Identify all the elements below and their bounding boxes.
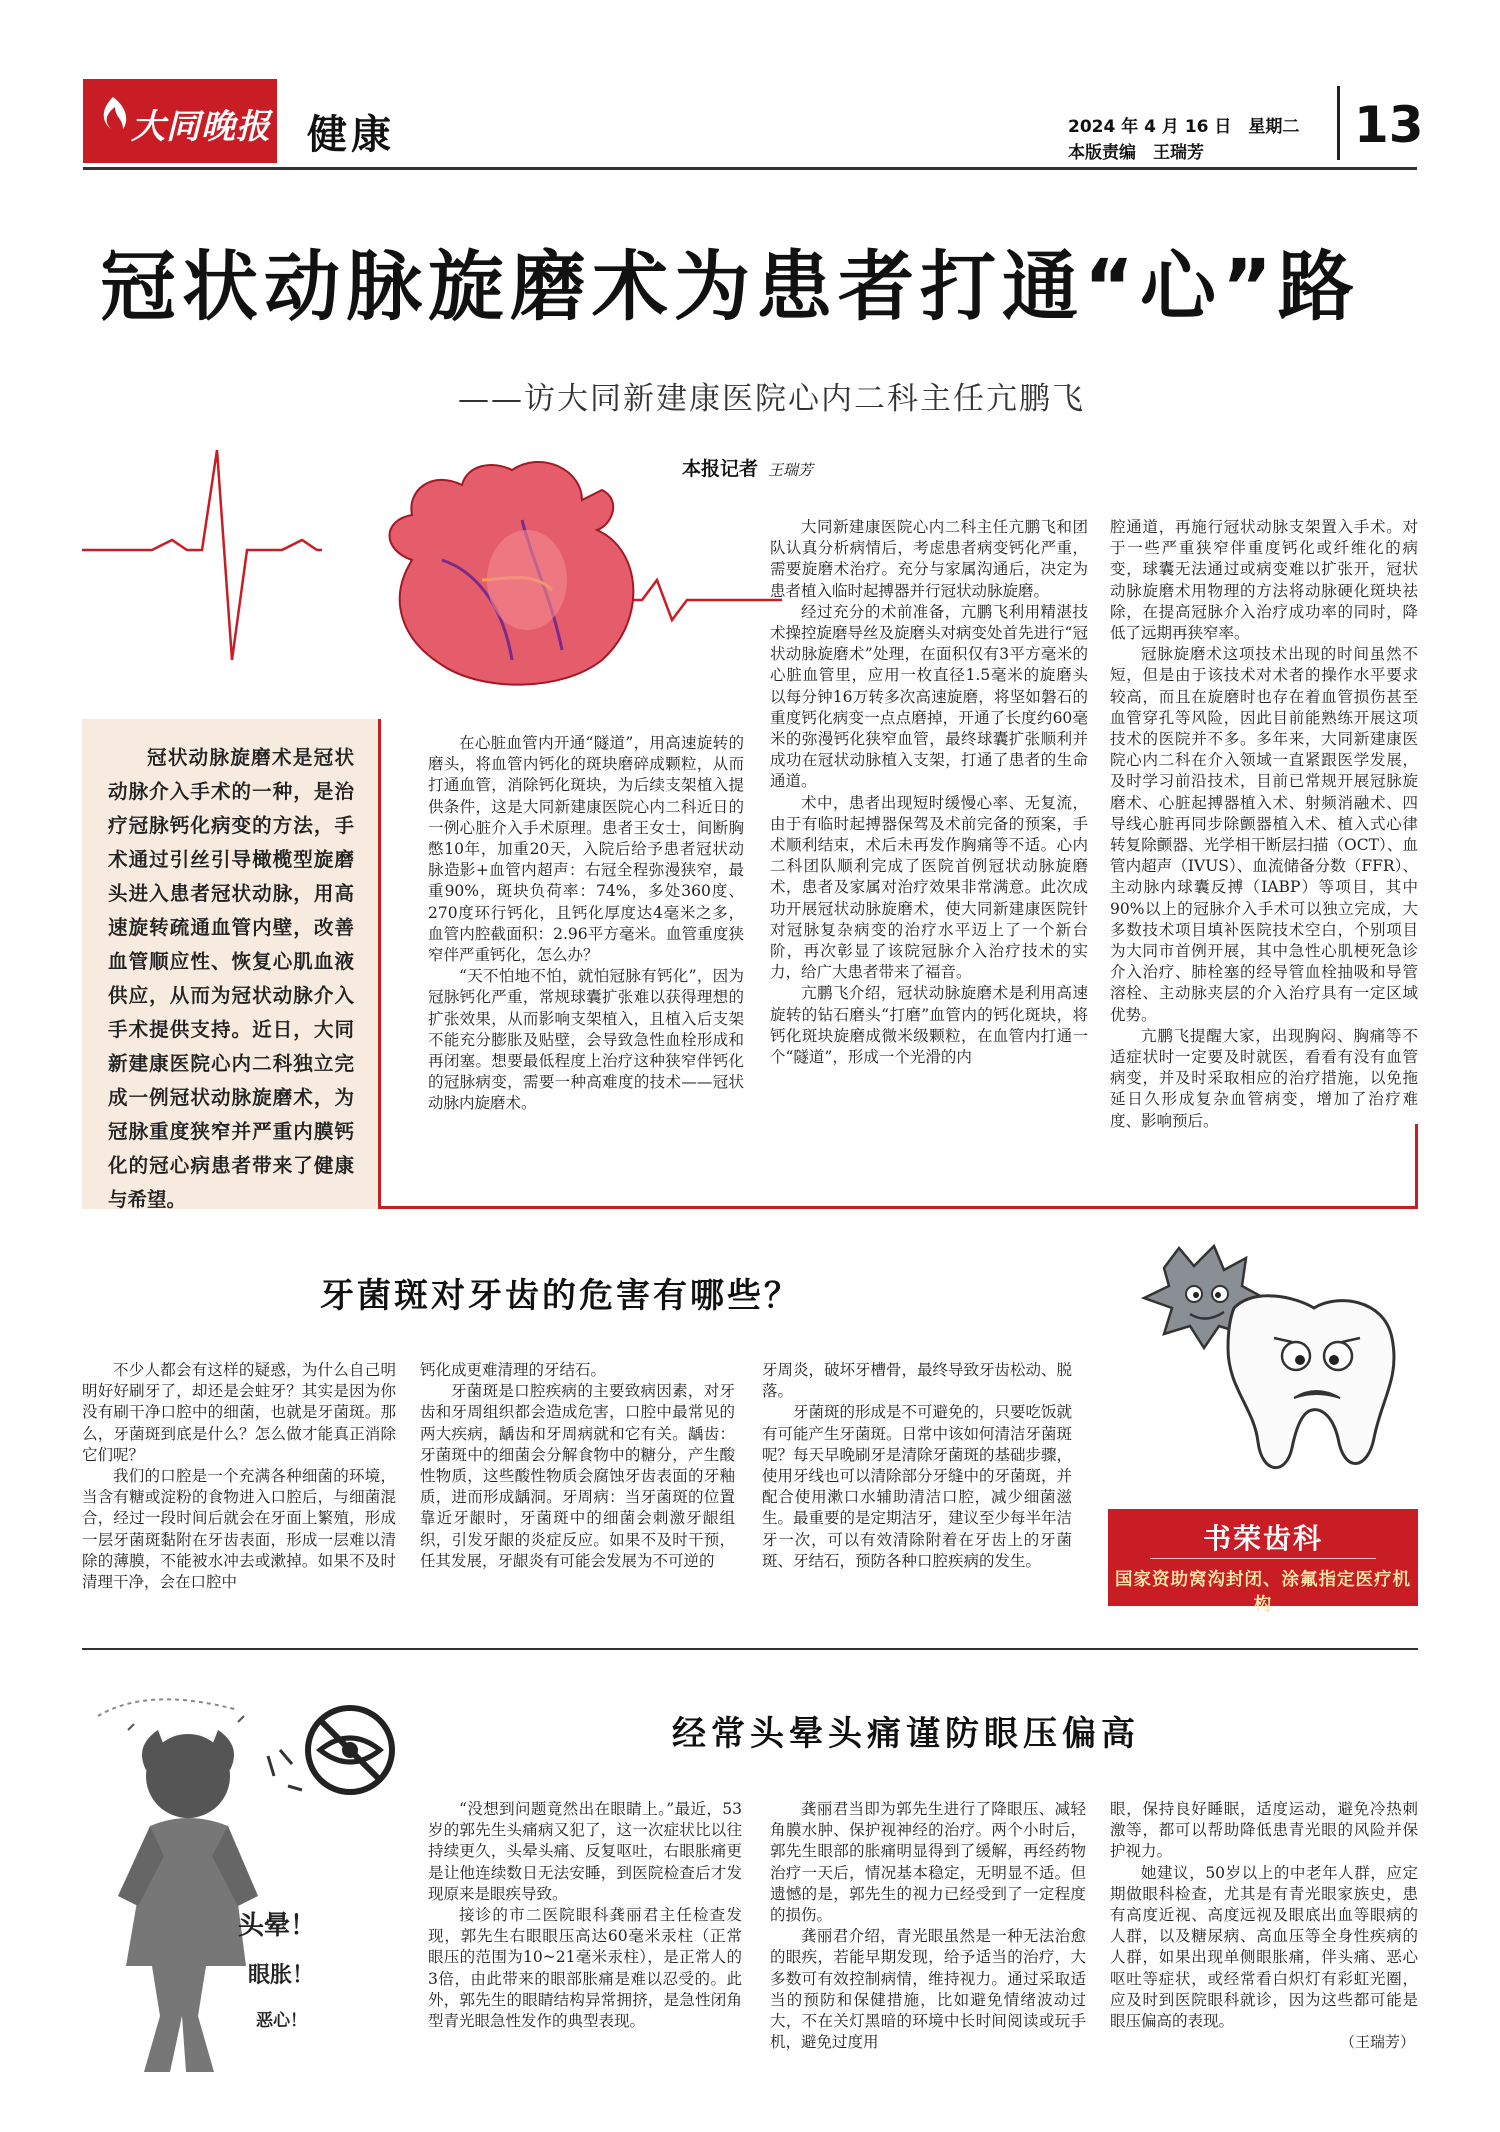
paragraph: “没想到问题竟然出在眼睛上。”最近，53岁的郭先生头痛病又犯了，这一次症状比以往持续更久，头晕头痛、反复呕吐，右眼胀痛更是让他连续数日无法安睡，到医院检查后才发现原来是眼疾导致。 (428, 1800, 742, 1903)
paragraph: 不少人都会有这样的疑惑，为什么自己明明好好刷牙了，却还是会蛀牙？其实是因为你没有刷干净口腔中的细菌，也就是牙菌斑。那么，牙菌斑到底是什么？怎么做才能真正消除它们呢？ (82, 1361, 396, 1464)
paragraph: 冠脉旋磨术这项技术出现的时间虽然不短，但是由于该技术对术者的操作水平要求较高，而且在旋磨时也存在着血管损伤甚至血管穿孔等风险，因此目前能熟练开展这项技术的医院并不多。多年来，大同新建康医院心内二科在介入领域一直紧跟医学发展，及时学习前沿技术，目前已常规开展冠脉旋磨术、心脏起搏器植入术、射频消融术、四导线心脏再同步除颤器植入术、植入式心律转复除颤器、光学相干断层扫描（OCT）、血管内超声（IVUS）、血流储备分数（FFR）、主动脉内球囊反搏（IABP）等项目，其中90%以上的冠脉介入手术可以独立完成，大多数技术项目填补医院技术空白，个别项目为大同市首例开展，其中急性心肌梗死急诊介入治疗、肺栓塞的经导管血栓抽吸和导管溶栓、主动脉夹层的介入治疗具有一定区域优势。 (1110, 645, 1418, 1024)
clinic-description: 国家资助窝沟封闭、涂氟指定医疗机构 (1115, 1570, 1411, 1615)
article1-intro: 冠状动脉旋磨术是冠状动脉介入手术的一种，是治疗冠脉钙化病变的方法，手术通过引丝引导橄榄型旋磨头进入患者冠状动脉，用高速旋转疏通血管内壁，改善血管顺应性、恢复心肌血液供应，从而为冠状动脉介入手术提供支持。近日，大同新建康医院心内二科独立完成一例冠状动脉旋磨术，为冠脉重度狭窄并严重内膜钙化的冠心病患者带来了健康与希望。 (108, 746, 354, 1211)
page-editor: 本版责编 王瑞芳 (1068, 143, 1204, 163)
headache-illustration (88, 1686, 418, 2076)
article2-headline: 牙菌斑对牙齿的危害有哪些？ (320, 1276, 801, 1316)
article1-subheadline: ——访大同新建康医院心内二科主任亢鹏飞 (458, 381, 1085, 417)
article1-column-2 (770, 517, 1088, 1068)
article3-headline: 经常头晕头痛谨防眼压偏高 (672, 1714, 1140, 1754)
article3-column-2 (770, 1799, 1086, 2053)
no-eye-sign-icon (308, 1708, 392, 1792)
newspaper-logo (83, 79, 277, 163)
paragraph: 我们的口腔是一个充满各种细菌的环境，当含有糖或淀粉的食物进入口腔后，与细菌混合，经过一段时间后就会在牙面上繁殖，形成一层牙菌斑黏附在牙齿表面，形成一层难以清除的薄膜，不能被水冲去或漱掉。如果不及时清理干净，会在口腔中 (82, 1467, 396, 1592)
article3-credit: （王瑞芳） (1340, 2033, 1416, 2051)
ecg-line-left-icon (82, 450, 322, 660)
frame-line-left (378, 719, 381, 1209)
clinic-name: 书荣齿科 (1202, 1522, 1323, 1555)
masthead-rule (83, 167, 1417, 170)
heart-illustration (82, 430, 782, 700)
tooth-cartoon-illustration (1124, 1238, 1420, 1488)
section-title: 健康 (307, 111, 395, 158)
logo-text: 大同晚报 (131, 107, 271, 147)
paragraph: 经过充分的术前准备，亢鹏飞利用精湛技术操控旋磨导丝及旋磨头对病变处首先进行“冠状动脉旋磨术”处理，在面积仅有3平方毫米的心脏血管里，应用一枚直径1.5毫米的旋磨头以每分钟16万转多次高速旋磨，将坚如磐石的重度钙化病变一点点磨掉，开通了长度约60毫米的弥漫钙化狭窄血管，最终球囊扩张顺利并成功在冠状动脉植入支架，打通了患者的生命通道。 (770, 602, 1088, 791)
page-number-divider (1337, 86, 1340, 160)
paragraph: 钙化成更难清理的牙结石。 (420, 1361, 607, 1379)
article1-column-1 (428, 733, 744, 1115)
paragraph: 她建议，50岁以上的中老年人群，应定期做眼科检查，尤其是有青光眼家族史，患有高度近视、高度远视及眼底出血等眼病的人群，以及糖尿病、高血压等全身性疾病的人群，如果出现单侧眼胀痛，伴头痛、恶心呕吐等症状，或经常看白炽灯有彩虹光圈，应及时到医院眼科就诊，因为这些都可能是眼压偏高的表现。 (1110, 1863, 1418, 2031)
symptom-nausea-label: 恶心！ (256, 2011, 307, 2031)
heart-icon (390, 462, 634, 685)
article3-column-1 (428, 1799, 742, 2032)
paragraph: 龚丽君当即为郭先生进行了降眼压、减轻角膜水肿、保护视神经的治疗。两个小时后，郭先生眼部的胀痛明显得到了缓解，再经药物治疗一天后，情况基本稳定，无明显不适。但遗憾的是，郭先生的视力已经受到了一定程度的损伤。 (770, 1800, 1086, 1925)
article2-column-3 (762, 1360, 1072, 1572)
byline-label: 本报记者 (682, 458, 759, 480)
paragraph: 亢鹏飞介绍，冠状动脉旋磨术是利用高速旋转的钻石磨头“打磨”血管内的钙化斑块，将钙化斑块旋磨成微米级颗粒，在血管内打通一个“隧道”，形成一个光滑的内 (770, 984, 1088, 1067)
paragraph: 术中，患者出现短时缓慢心率、无复流，由于有临时起搏器保驾及术前完备的预案，手术顺利结束，术后未再发作胸痛等不适。心内二科团队顺利完成了医院首例冠状动脉旋磨术，患者及家属对治疗效果非常满意。此次成功开展冠状动脉旋磨术，使大同新建康医院针对冠脉复杂病变的治疗水平迈上了一个新台阶，再次彰显了该院冠脉介入治疗技术的实力，给广大患者带来了福音。 (770, 793, 1088, 982)
paragraph: 龚丽君介绍，青光眼虽然是一种无法治愈的眼疾，若能早期发现，给予适当的治疗，大多数可有效控制病情，维持视力。通过采取适当的预防和保健措施，比如避免情绪波动过大，不在关灯黑暗的环境中长时间阅读或玩手机，避免过度用 (770, 1927, 1086, 2052)
article1-headline: 冠状动脉旋磨术为患者打通“心”路 (100, 242, 1360, 331)
tooth-icon (1228, 1296, 1394, 1468)
paragraph: “天不怕地不怕，就怕冠脉有钙化”，因为冠脉钙化严重，常规球囊扩张难以获得理想的扩张效果，从而影响支架植入，且植入后支架不能充分膨胀及贴壁，会导致急性血栓形成和再闭塞。想要最低程度上治疗这种狭窄伴钙化的冠脉病变，需要一种高难度的技术——冠状动脉内旋磨术。 (428, 967, 744, 1113)
paragraph: 亢鹏飞提醒大家，出现胸闷、胸痛等不适症状时一定要及时就医，看看有没有血管病变，并及时采取相应的治疗措施，以免拖延日久形成复杂血管病变，增加了治疗难度、影响预后。 (1110, 1026, 1418, 1130)
paragraph: 牙菌斑的形成是不可避免的，只要吃饭就有可能产生牙菌斑。日常中该如何清洁牙菌斑呢？每天早晚刷牙是清除牙菌斑的基础步骤，使用牙线也可以清除部分牙缝中的牙菌斑，并配合使用漱口水辅助清洁口腔，减少细菌滋生。最重要的是定期洁牙，建议至少每半年洁牙一次，可以有效清除附着在牙齿上的牙菌斑、牙结石，预防各种口腔疾病的发生。 (762, 1403, 1073, 1570)
symptom-eye-label: 眼胀！ (248, 1963, 315, 1988)
paragraph: 接诊的市二医院眼科龚丽君主任检查发现，郭先生右眼眼压高达60毫米汞柱（正常眼压的范围为10~21毫米汞柱），是正常人的3倍，由此带来的眼部胀痛是难以忍受的。此外，郭先生的眼睛结构异常拥挤，是急性闭角型青光眼急性发作的典型表现。 (428, 1906, 742, 2031)
paragraph: 腔通道，再施行冠状动脉支架置入手术。对于一些严重狭窄伴重度钙化或纤维化的病变，球囊无法通过或病变难以扩张开，冠状动脉旋磨术用物理的方法将动脉硬化斑块祛除，在提高冠脉介入治疗成功率的同时，降低了远期再狭窄率。 (1110, 518, 1418, 643)
article3-column-3 (1110, 1799, 1418, 2032)
symptom-dizzy-label: 头晕！ (238, 1911, 317, 1941)
byline-name: 王瑞芳 (768, 461, 814, 479)
clinic-ad-divider (1150, 1558, 1376, 1559)
paragraph: 大同新建康医院心内二科主任亢鹏飞和团队认真分析病情后，考虑患者病变钙化严重，需要旋磨术治疗。充分与家属沟通后，决定为患者植入临时起搏器并行冠状动脉旋磨。 (770, 518, 1088, 600)
flame-logo-icon (93, 93, 133, 149)
paragraph: 牙菌斑是口腔疾病的主要致病因素，对牙齿和牙周组织都会造成危害，口腔中最常见的两大疾病，龋齿和牙周病就和它有关。龋齿：牙菌斑中的细菌会分解食物中的糖分，产生酸性物质，这些酸性物质会腐蚀牙齿表面的牙釉质，进而形成龋洞。牙周病：当牙菌斑的位置靠近牙龈时，牙菌斑中的细菌会刺激牙龈组织，引发牙龈的炎症反应。如果不及时干预，任其发展，牙龈炎有可能会发展为不可逆的 (420, 1382, 735, 1570)
paragraph: 眼，保持良好睡眠，适度运动，避免冷热刺激等，都可以帮助降低患青光眼的风险并保护视力。 (1110, 1800, 1418, 1861)
article2-column-2 (420, 1360, 735, 1572)
article1-column-3 (1110, 517, 1418, 1132)
paragraph: 在心脏血管内开通“隧道”，用高速旋转的磨头，将血管内钙化的斑块磨碎成颗粒，从而打通血管，消除钙化斑块，为后续支架植入提供条件，这是大同新建康医院心内二科近日的一例心脏介入手术原理。患者王女士，间断胸憋10年，加重20天，入院后给予患者冠状动脉造影+血管内超声：右冠全程弥漫狭窄，最重90%，斑块负荷率：74%，多处360度、270度环行钙化，且钙化厚度达4毫米之多，血管内腔截面积：2.96平方毫米。血管重度狭窄伴严重钙化，怎么办？ (428, 734, 744, 965)
page-number: 13 (1354, 96, 1424, 154)
issue-date: 2024 年 4 月 16 日 星期二 (1068, 117, 1300, 137)
article2-column-1 (82, 1360, 396, 1593)
frame-line-bottom (378, 1206, 1418, 1209)
section-divider (82, 1648, 1418, 1650)
frame-line-right (1415, 1124, 1418, 1209)
paragraph: 牙周炎，破坏牙槽骨，最终导致牙齿松动、脱落。 (762, 1361, 1073, 1401)
